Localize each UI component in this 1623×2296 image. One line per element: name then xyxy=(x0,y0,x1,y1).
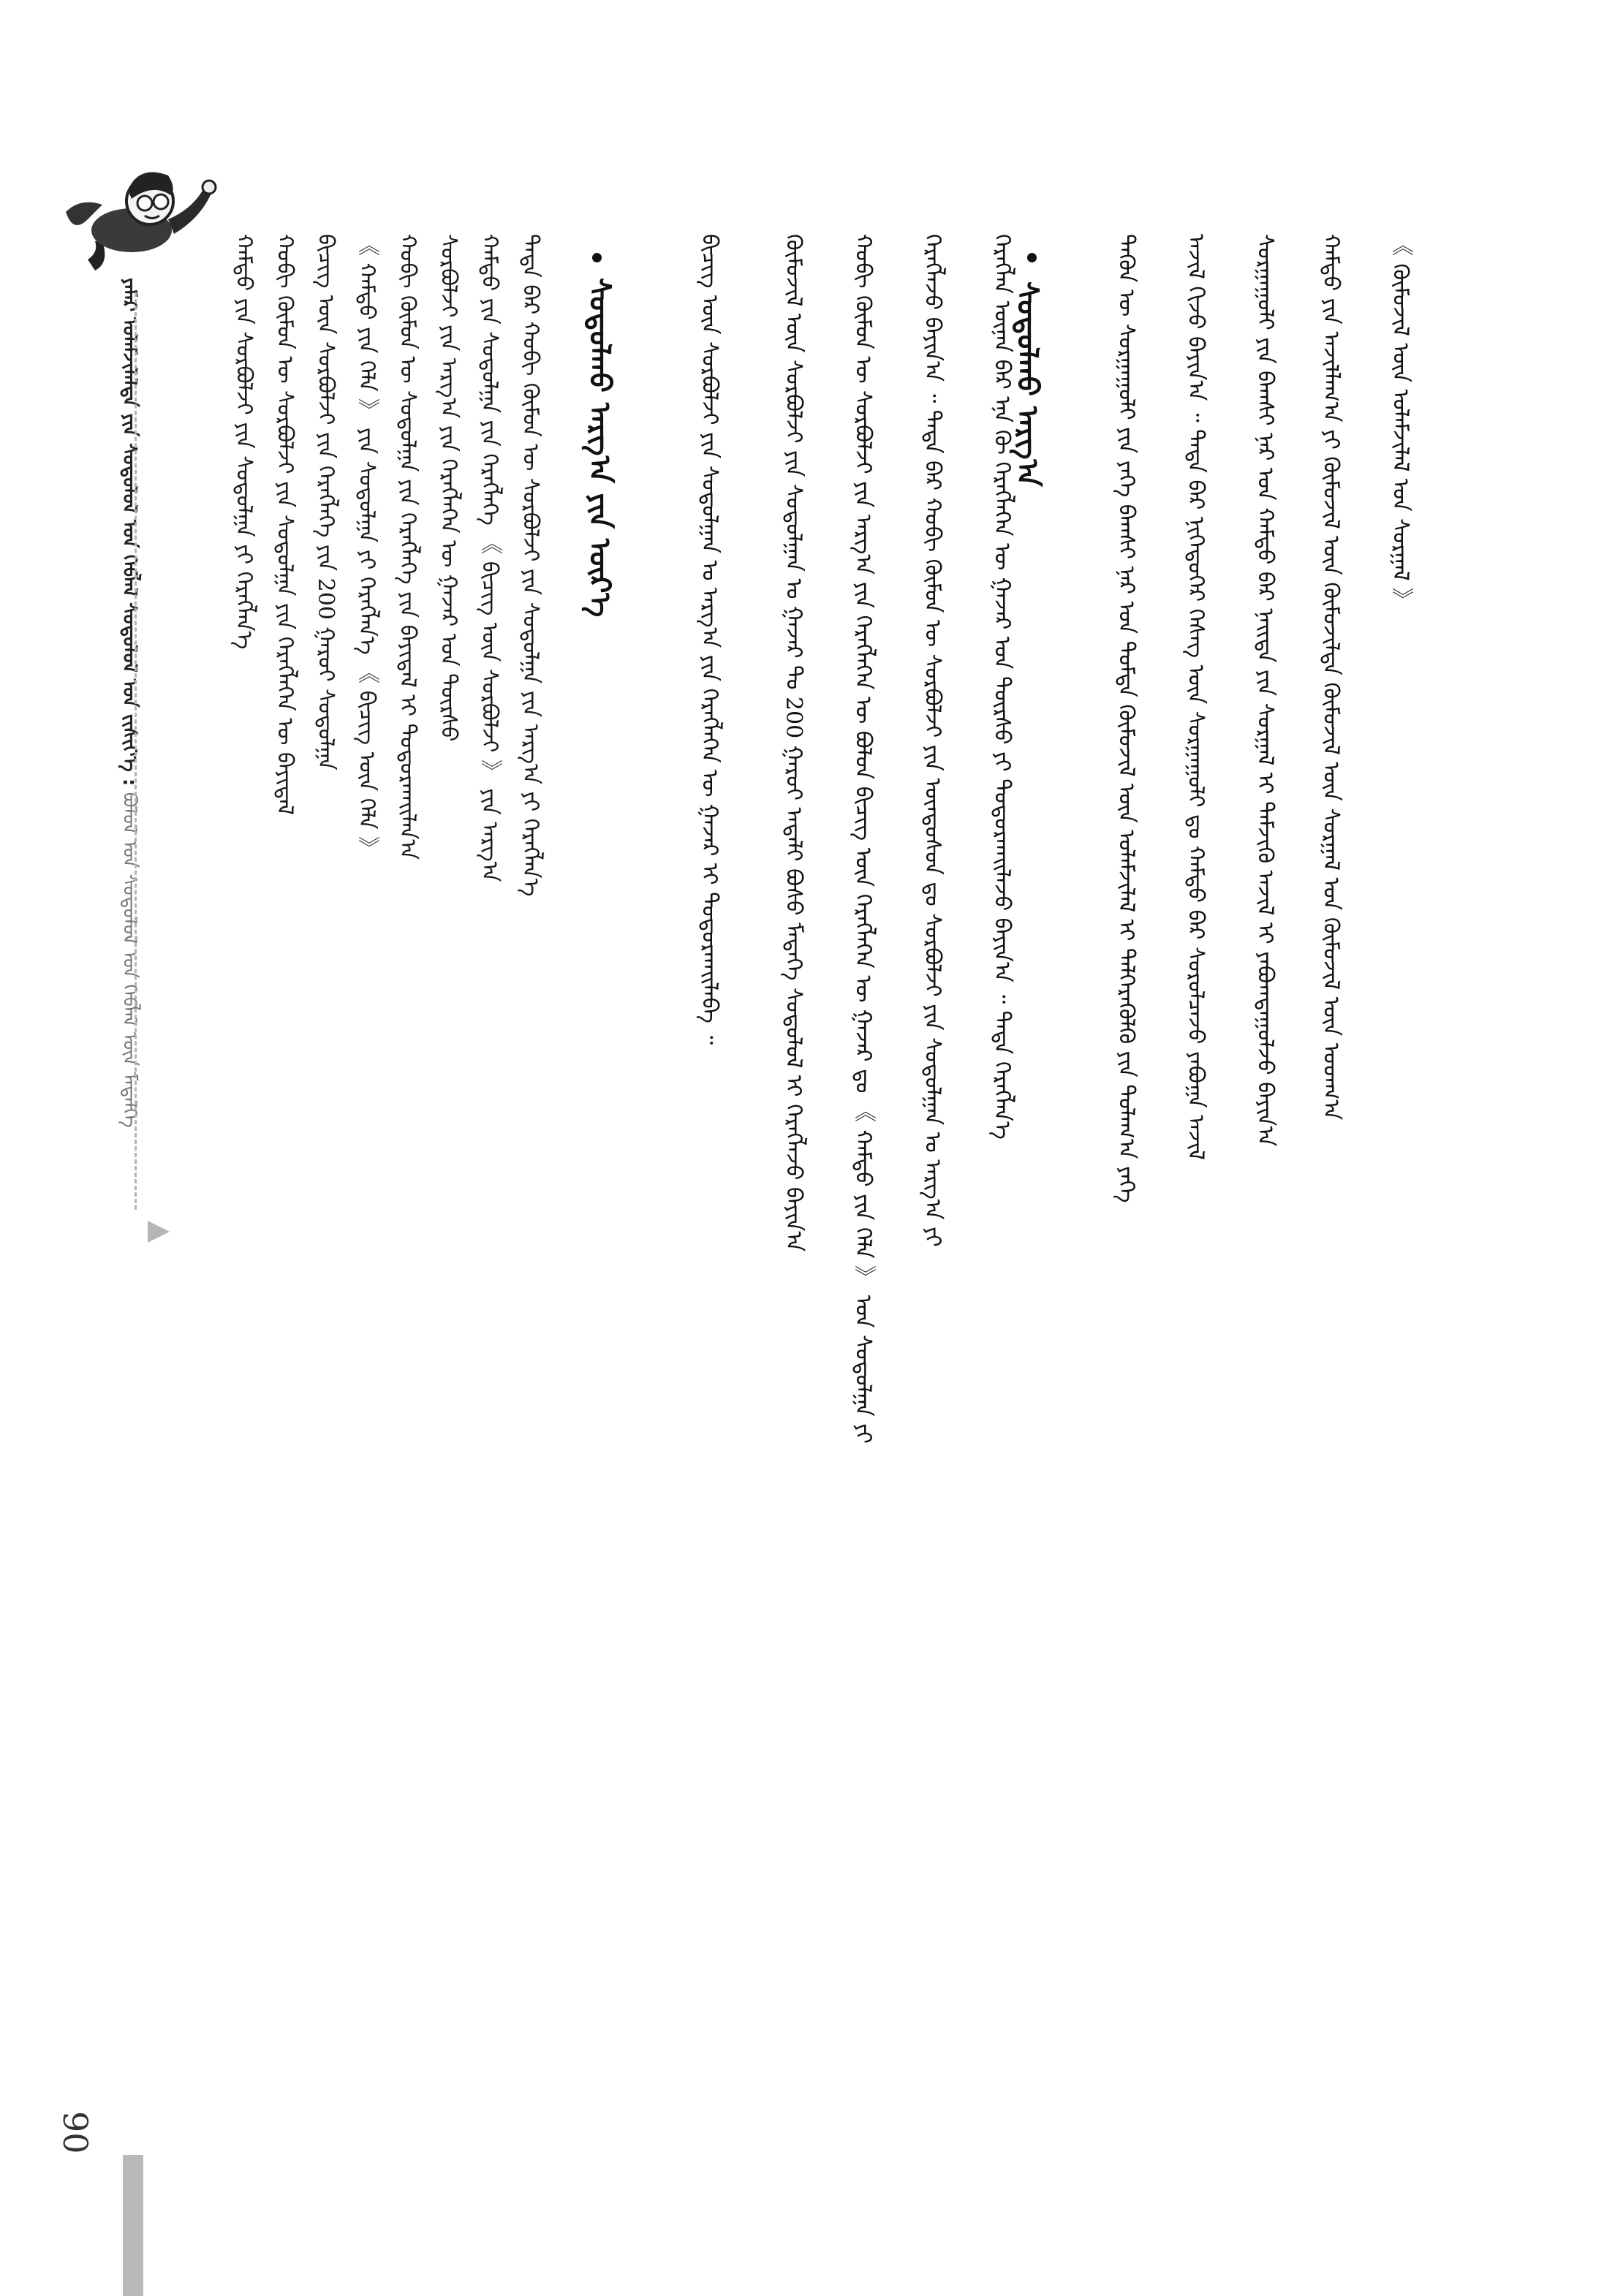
poem-line: ᠪᠢᠴᠢᠭ ᠦᠨ ᠰᠤᠷᠪᠤᠯᠵᠢ ᠶᠢᠨ ᠬᠡᠷᠡᠭᠯᠡᠭᠡ ᠶᠢᠨ 200 ᠭᠠᠷᠤᠢ ᠰᠤᠳᠤᠯᠭᠠ xyxy=(313,234,338,770)
poem-line: ᠬᠤᠪᠢ ᠬᠦᠮᠦᠨ ᠦ ᠰᠤᠳᠤᠯᠭᠠ ᠶᠢᠨ ᠬᠡᠷᠡᠭᠯᠡᠭᠡ ᠶᠢᠨ ᠪᠠᠶᠢᠳᠠᠯ ᠢ ᠲᠣᠳᠣᠷᠬᠠᠢᠯᠠᠨ᠎ᠠ xyxy=(395,234,420,860)
heading-bullet xyxy=(1027,253,1037,262)
paragraph-line: ᠬᠡᠷᠡᠭᠯᠡᠨ ᠦᠨᠡᠨ ᠪᠡᠷ ᠡᠨᠡ ᠬᠦ ᠬᠡᠷᠡᠭᠯᠡᠭᠡᠨ ᠦ ᠭᠠᠵᠠᠷ ᠤᠨ ᠳᠦᠷᠰᠦ ᠶᠢ ᠲᠣᠳᠣᠷᠬᠠᠢᠯᠠᠵᠤ ᠪᠠᠶᠢᠨ᠎ᠠ ᠃ ᠲᠡᠳᠡ ᠬᠡᠷᠡᠭᠯᠡᠨ᠎ᠡ xyxy=(989,234,1015,1140)
poem-line: ᠬᠤᠪᠢ ᠬᠦᠮᠦᠨ ᠦ ᠰᠤᠷᠪᠤᠯᠵᠢ ᠶᠢᠨ ᠰᠤᠳᠤᠯᠭᠠ ᠶᠢᠨ ᠬᠡᠷᠡᠭᠯᠡᠭᠡᠨ ᠦ ᠪᠠᠶᠢᠳᠠᠯ xyxy=(272,234,298,815)
paragraph-line: ᠬᠦᠮᠦᠵᠢᠯ ᠦᠨ ᠰᠤᠷᠪᠤᠯᠵᠢ ᠶᠢᠨ ᠰᠤᠳᠤᠯᠭᠠᠨ ᠤ ᠭᠠᠵᠠᠷ ᠲᠤ 200 ᠭᠠᠷᠤᠢ ᠠᠳᠠᠯᠢ ᠪᠤᠰᠤ ᠮᠡᠳᠡᠭᠡ ᠰᠤᠳᠤᠯᠤᠯ ᠢ ᠬᠡᠷᠡᠭᠯᠡᠵᠦ ᠪᠠᠶᠢᠨ᠎ᠠ xyxy=(781,234,806,1252)
page-number: 90 xyxy=(56,2111,95,2154)
paragraph-line: ᠰᠤᠷᠭᠠᠭᠤᠯᠢ ᠶᠢᠨ ᠪᠠᠭᠰᠢ ᠨᠠᠷ ᠤᠨ ᠬᠠᠮᠲᠤ ᠪᠡᠷ ᠨᠡᠢᠲᠡ ᠶᠢᠨ ᠰᠤᠷᠭᠠᠯ ᠢ ᠳᠡᠮᠵᠢᠬᠦ ᠠᠵᠢᠯ ᠢ ᠶᠠᠪᠤᠭᠳᠠᠭᠤᠯᠵᠤ ᠪᠠᠶᠢᠨ᠎ᠠ xyxy=(1252,234,1278,1147)
poem-line: ᠰᠤᠷᠪᠤᠯᠵᠢ ᠶᠢᠨ ᠠᠷᠭ᠎ᠠ ᠶᠢᠨ ᠬᠡᠷᠡᠭᠯᠡᠭᠡᠨ ᠦ ᠭᠠᠵᠠᠷ ᠤᠨ ᠳᠦᠷᠰᠦ xyxy=(436,234,461,742)
paragraph-line: ᠬᠠᠮᠲᠤ ᠶᠢᠨ ᠠᠵᠢᠯᠯᠠᠭ᠎ᠠ ᠶᠢ ᠬᠦᠮᠦᠵᠢᠯ ᠦᠨ ᠬᠦᠮᠦᠵᠢᠯᠲᠡ ᠬᠦᠮᠦᠵᠢᠯ ᠦᠨ ᠰᠤᠷᠭᠠᠯ ᠤᠨ ᠬᠦᠮᠦᠵᠢᠯ ᠦᠨ ᠤᠳᠬ᠎ᠠ xyxy=(1318,234,1344,1121)
header-lead: ᠶᠠᠮᠠᠷ xyxy=(118,278,140,312)
paragraph-line: 《 ᠬᠦᠮᠦᠵᠢᠯ ᠦᠨ ᠤᠯᠠᠮᠵᠢᠯᠠᠯ ᠤᠨ ᠰᠤᠷᠭᠠᠯ 》 xyxy=(1388,234,1413,610)
poem-line: 《 ᠬᠠᠮᠲᠤ ᠶᠢᠨ ᠬᠡᠯᠡ 》 ᠶᠢᠨ ᠰᠤᠳᠤᠯᠭᠠ ᠶᠢ ᠬᠡᠷᠡᠭᠯᠡᠨ᠎ᠡ 《 ᠪᠢᠴᠢᠭ ᠦᠨ ᠬᠡᠯᠡ 》 xyxy=(354,234,379,859)
header-title: ᠤᠯᠠᠮᠵᠢᠯᠠᠯᠲᠠ ᠶᠢᠨ ᠰᠤᠳᠤᠯᠤᠯ ᠤᠨ ᠬᠡᠪᠯᠡᠯ xyxy=(118,317,140,596)
header-arrow-icon xyxy=(148,1221,170,1243)
section-heading: ᠰᠤᠳᠤᠯᠬᠤ ᠠᠷᠭ᠎ᠠ ᠶᠢᠨ ᠦᠷ᠎ᠡ xyxy=(583,278,617,618)
poem-line: ᠬᠠᠮᠲᠤ ᠶᠢᠨ ᠰᠤᠳᠤᠯᠭᠠ ᠶᠢᠨ ᠬᠡᠷᠡᠭᠯᠡᠭᠡ 《 ᠪᠢᠴᠢᠭ ᠦᠨ ᠰᠤᠷᠪᠤᠯᠵᠢ 》 ᠶᠢᠨ ᠠᠷᠭ᠎ᠠ xyxy=(477,234,502,882)
header-sublabel: ᠪᠤᠯᠤᠯ ᠤᠨ ᠰᠤᠳᠤᠯᠤᠯ ᠤᠨ ᠬᠡᠪᠯᠡᠯ ᠦᠨ ᠮᠡᠳᠡᠯᠭᠡ xyxy=(118,792,140,1128)
paragraph-line: ᠲᠡᠭᠦᠨ ᠦ ᠰᠤᠷᠭᠠᠭᠤᠯᠢ ᠶᠢᠨ ᠶᠡᠬᠡ ᠪᠠᠭᠰᠢ ᠨᠠᠷ ᠤᠨ ᠳᠤᠮᠳᠠ ᠬᠦᠮᠦᠵᠢᠯ ᠦᠨ ᠤᠯᠠᠮᠵᠢᠯᠠᠯ ᠢ ᠳᠡᠯᠭᠡᠷᠡᠭᠦᠯᠬᠦ ᠶᠢᠨ ᠲᠤᠯᠠᠭ᠎ᠠ ᠶᠡᠬᠡ xyxy=(1113,234,1139,1203)
section-heading: ᠰᠤᠳᠤᠯᠬᠤ ᠠᠷᠭ᠎ᠠ xyxy=(1010,281,1045,487)
paragraph-line: ᠬᠤᠪᠢ ᠬᠦᠮᠦᠨ ᠦ ᠰᠤᠷᠪᠤᠯᠵᠢ ᠶᠢᠨ ᠠᠷᠭ᠎ᠠ ᠶᠢᠨ ᠬᠡᠷᠡᠭᠯᠡᠭᠡᠨ ᠦ ᠪᠤᠯᠤᠨ ᠪᠢᠴᠢᠭ ᠦᠨ ᠬᠡᠷᠡᠭᠯᠡᠭᠡᠨ ᠦ ᠭᠠᠵᠠᠷ ᠳᠤ 《 ᠬᠠᠮᠲᠤ ᠶᠢᠨ ᠬᠡᠯᠡ 》 ᠤᠨ ᠰᠤᠳᠤᠯᠭᠠ ᠶᠢ xyxy=(850,234,876,1444)
poem-line: ᠬᠠᠮᠲᠤ ᠶᠢᠨ ᠰᠤᠷᠪᠤᠯᠵᠢ ᠶᠢᠨ ᠰᠤᠳᠤᠯᠭᠠ ᠶᠢ ᠬᠡᠷᠡᠭᠯᠡᠨ᠎ᠡ xyxy=(231,234,257,650)
paragraph-line: ᠠᠵᠢᠯ ᠬᠢᠵᠦ ᠪᠠᠶᠢᠨ᠎ᠠ ᠃ ᠲᠡᠳᠡ ᠪᠡᠷ ᠨᠢᠭᠡᠳᠦᠭᠡᠷ ᠬᠡᠰᠡᠭ ᠦᠨ ᠰᠤᠷᠭᠠᠭᠤᠯᠢ ᠳᠤ ᠬᠠᠮᠲᠤ ᠪᠡᠷ ᠰᠤᠷᠤᠯᠴᠠᠵᠤ ᠶᠠᠪᠤᠭᠠ ᠠᠵᠢᠯ xyxy=(1183,234,1208,1161)
paragraph-line: ᠬᠡᠷᠡᠭᠯᠡᠵᠦ ᠪᠠᠶᠢᠨ᠎ᠠ ᠃ ᠲᠡᠳᠡ ᠪᠡᠷ ᠬᠤᠪᠢ ᠬᠦᠮᠦᠨ ᠦ ᠰᠤᠷᠪᠤᠯᠵᠢ ᠶᠢᠨ ᠦᠨᠳᠦᠰᠦᠨ ᠳᠤ ᠰᠤᠷᠪᠤᠯᠵᠢ ᠶᠢᠨ ᠰᠤᠳᠤᠯᠭᠠᠨ ᠤ ᠠᠷᠭ᠎ᠠ ᠶᠢ xyxy=(920,234,945,1247)
header-divider xyxy=(135,292,137,1210)
heading-bullet xyxy=(592,253,602,262)
mascot-illustration xyxy=(58,132,219,278)
page-tab xyxy=(123,2155,143,2296)
header-label: ᠰᠤᠳᠤᠯᠤᠯ ᠤᠨ ᠵᠢᠰᠢᠶ᠎ᠡ : xyxy=(118,602,140,787)
poem-line: ᠲᠡᠳᠡ ᠪᠡᠷ ᠬᠤᠪᠢ ᠬᠦᠮᠦᠨ ᠦ ᠰᠤᠷᠪᠤᠯᠵᠢ ᠶᠢᠨ ᠰᠤᠳᠤᠯᠭᠠ ᠶᠢᠨ ᠠᠷᠭ᠎ᠠ ᠶᠢ ᠬᠡᠷᠡᠭᠯᠡᠨ᠎ᠡ xyxy=(518,234,543,897)
paragraph-line: ᠪᠢᠴᠢᠭ ᠦᠨ ᠰᠤᠷᠪᠤᠯᠵᠢ ᠶᠢᠨ ᠰᠤᠳᠤᠯᠭᠠᠨ ᠤ ᠠᠷᠭ᠎ᠠ ᠶᠢᠨ ᠬᠡᠷᠡᠭᠯᠡᠭᠡᠨ ᠦ ᠭᠠᠵᠠᠷ ᠢ ᠲᠣᠳᠣᠷᠬᠠᠢᠯᠠᠪᠠ ᠃ xyxy=(697,234,722,1045)
